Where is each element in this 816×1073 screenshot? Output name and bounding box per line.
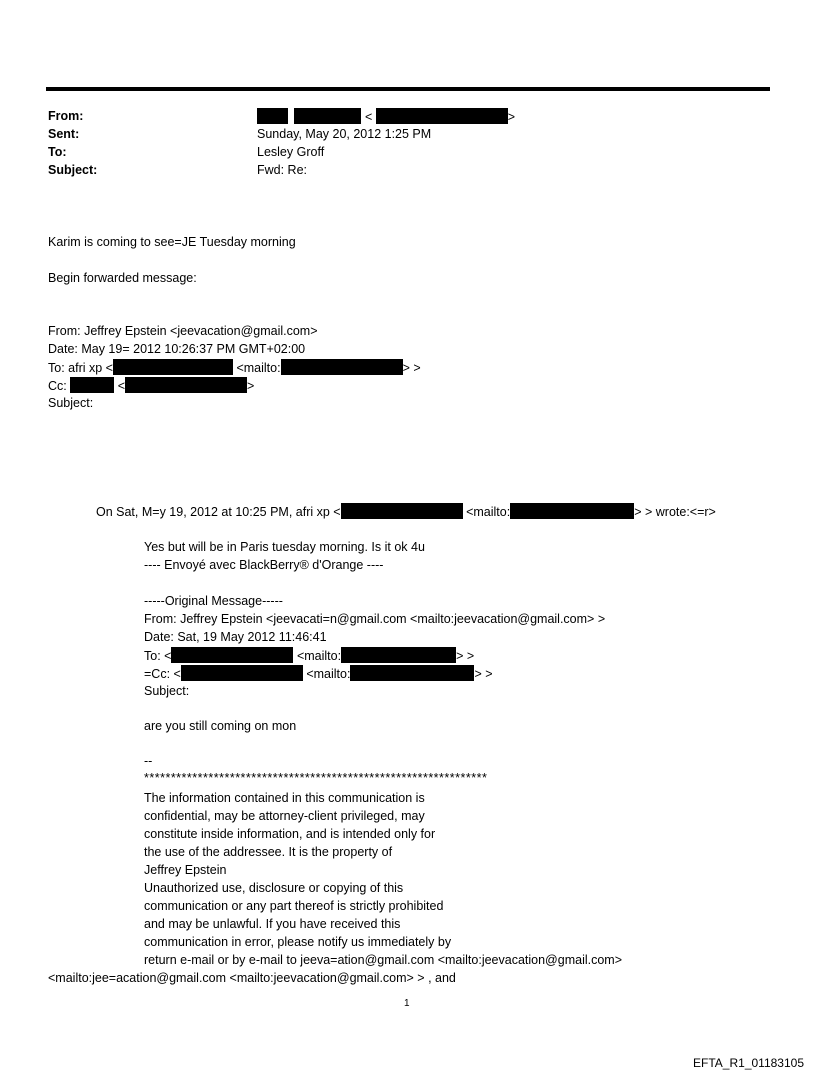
body-line: Karim is coming to see=JE Tuesday morning xyxy=(48,235,296,249)
original-cc-suffix: > > xyxy=(474,667,493,681)
fwd-to-mailto: <mailto: xyxy=(236,361,281,375)
fwd-cc-lt: < xyxy=(117,379,126,393)
disclaimer-line: communication or any part thereof is strictly prohibited xyxy=(144,899,444,913)
reply-signature: ---- Envoyé avec BlackBerry® d'Orange ---- xyxy=(144,558,384,572)
from-label: From: xyxy=(48,109,84,123)
redaction-block xyxy=(257,108,288,124)
disclaimer-line: The information contained in this communication is xyxy=(144,791,425,805)
redaction-block xyxy=(113,359,233,375)
fwd-to xyxy=(48,359,421,378)
fwd-to-suffix: > > xyxy=(402,361,421,375)
disclaimer-dash: -- xyxy=(144,754,153,768)
disclaimer-last-line: <mailto:jee=acation@gmail.com <mailto:jeevacation@gmail.com> > , and xyxy=(48,971,456,985)
original-date: Date: Sat, 19 May 2012 11:46:41 xyxy=(144,630,327,644)
reply-message: Yes but will be in Paris tuesday morning. Is it ok 4u xyxy=(144,540,425,554)
reply-line xyxy=(96,503,716,522)
disclaimer-line: the use of the addressee. It is the property of xyxy=(144,845,393,859)
original-cc xyxy=(144,665,493,684)
disclaimer-line: Unauthorized use, disclosure or copying of this xyxy=(144,881,404,895)
redaction-block xyxy=(281,359,403,375)
subject-value: Fwd: Re: xyxy=(257,163,308,177)
sent-value: Sunday, May 20, 2012 1:25 PM xyxy=(257,127,432,141)
fwd-cc-gt: > xyxy=(247,379,255,393)
page-number: 1 xyxy=(404,998,410,1009)
original-cc-mailto: <mailto: xyxy=(306,667,351,681)
reply-suffix: > > wrote:<=r> xyxy=(634,505,716,519)
original-cc-prefix: =Cc: < xyxy=(144,667,181,681)
fwd-cc-prefix: Cc: xyxy=(48,379,67,393)
body-line: Begin forwarded message: xyxy=(48,271,197,285)
disclaimer-line: and may be unlawful. If you have received this xyxy=(144,917,401,931)
redaction-block xyxy=(510,503,634,519)
original-to-suffix: > > xyxy=(456,649,475,663)
from-value xyxy=(257,108,515,127)
reply-prefix: On Sat, M=y 19, 2012 at 10:25 PM, afri xp < xyxy=(96,505,341,519)
original-separator: -----Original Message----- xyxy=(144,594,283,608)
disclaimer-stars: **************************************************************** xyxy=(144,771,488,785)
document-id: EFTA_R1_01183105 xyxy=(693,1056,804,1070)
redaction-block xyxy=(125,377,247,393)
fwd-subject: Subject: xyxy=(48,396,94,410)
from-lt: < xyxy=(364,110,373,124)
disclaimer-line: confidential, may be attorney-client privileged, may xyxy=(144,809,425,823)
header-rule xyxy=(46,87,770,91)
fwd-from: From: Jeffrey Epstein <jeevacation@gmail.com> xyxy=(48,324,318,338)
fwd-cc xyxy=(48,377,254,396)
disclaimer-line: Jeffrey Epstein xyxy=(144,863,227,877)
original-from: From: Jeffrey Epstein <jeevacati=n@gmail.com <mailto:jeevacation@gmail.com> > xyxy=(144,612,606,626)
redaction-block xyxy=(171,647,293,663)
redaction-block xyxy=(350,665,474,681)
original-to-prefix: To: < xyxy=(144,649,172,663)
redaction-block xyxy=(294,108,361,124)
to-label: To: xyxy=(48,145,67,159)
original-body: are you still coming on mon xyxy=(144,719,297,733)
fwd-date: Date: May 19= 2012 10:26:37 PM GMT+02:00 xyxy=(48,342,306,356)
original-to-mailto: <mailto: xyxy=(296,649,342,663)
fwd-to-prefix: To: afri xp < xyxy=(48,361,113,375)
redaction-block xyxy=(376,108,508,124)
redaction-block xyxy=(181,665,303,681)
disclaimer-line: communication in error, please notify us immediately by xyxy=(144,935,452,949)
reply-mailto: <mailto: xyxy=(466,505,511,519)
from-gt: > xyxy=(507,110,516,124)
redaction-block xyxy=(341,503,463,519)
sent-label: Sent: xyxy=(48,127,80,141)
disclaimer-line: constitute inside information, and is intended only for xyxy=(144,827,436,841)
original-subject: Subject: xyxy=(144,684,190,698)
original-to xyxy=(144,647,474,666)
disclaimer-line: return e-mail or by e-mail to jeeva=ation@gmail.com <mailto:jeevacation@gmail.com> xyxy=(144,953,623,967)
redaction-block xyxy=(70,377,114,393)
to-value: Lesley Groff xyxy=(257,145,325,159)
subject-label: Subject: xyxy=(48,163,98,177)
redaction-block xyxy=(341,647,456,663)
